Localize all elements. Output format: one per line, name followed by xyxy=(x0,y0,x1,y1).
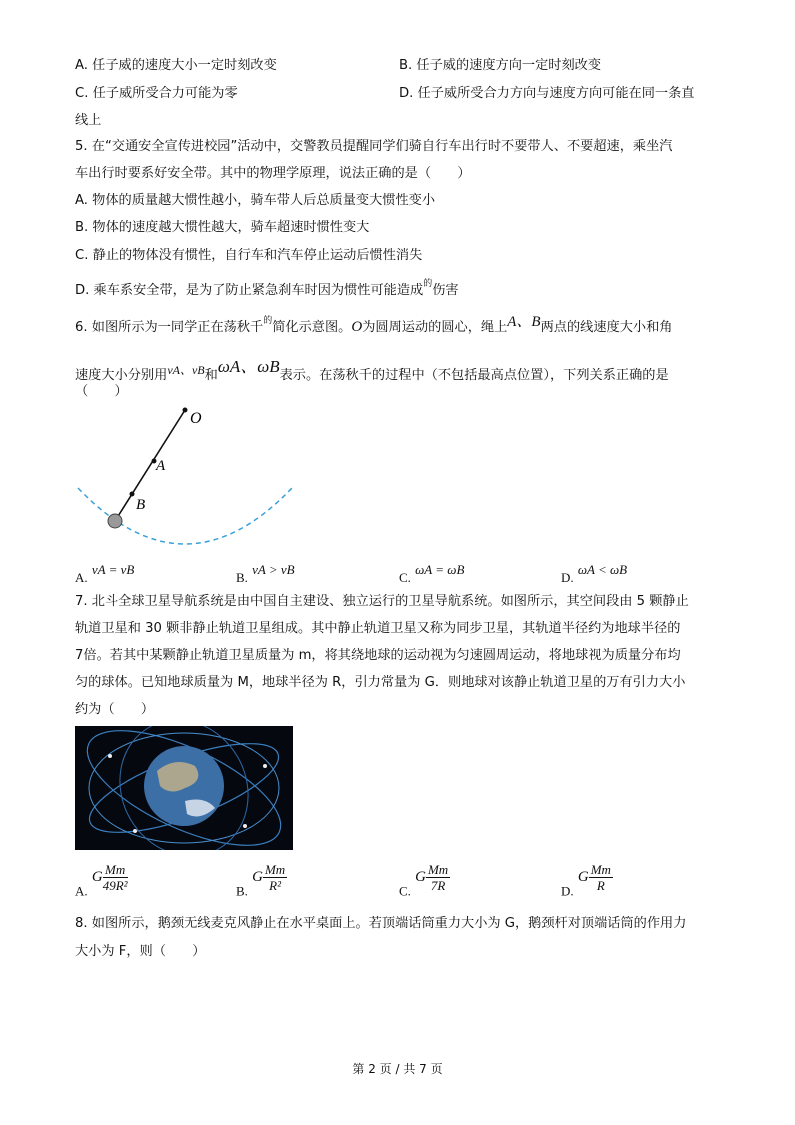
q7-option-b xyxy=(236,862,287,900)
math: vA > vB xyxy=(252,562,295,577)
q4-option-a: A. 任子威的速度大小一定时刻改变 xyxy=(75,58,277,73)
q6-option-c xyxy=(399,562,464,586)
q7-stem-2: 轨道卫星和 30 颗非静止轨道卫星组成。其中静止轨道卫星又称为同步卫星，其轨道半径约为地球半径的 xyxy=(75,621,681,636)
q5-option-c: C. 静止的物体没有惯性，自行车和汽车停止运动后惯性消失 xyxy=(75,248,423,263)
q7-option-d xyxy=(561,862,613,900)
q5-option-d xyxy=(75,276,459,298)
math: A、B xyxy=(507,314,541,330)
q5-stem-2: 车出行时要系好安全带。其中的物理学原理，说法正确的是（ ） xyxy=(75,166,471,181)
label-a: A xyxy=(156,458,166,474)
label: A. xyxy=(75,883,88,899)
q6-stem-3: （ ） xyxy=(75,384,128,399)
fraction xyxy=(589,862,613,893)
swing-seat xyxy=(108,514,122,528)
label: D. xyxy=(561,570,574,585)
text: 的 xyxy=(263,316,273,326)
q7-stem-4: 匀的球体。已知地球质量为 M，地球半径为 R，引力常量为 G．则地球对该静止轨道卫星的万有引力大小 xyxy=(75,675,686,690)
text: D. 乘车系安全带，是为了防止紧急刹车时因为惯性可能造成 xyxy=(75,283,424,298)
q6-option-a xyxy=(75,562,134,586)
label-b: B xyxy=(136,497,146,513)
q4-option-c: C. 任子威所受合力可能为零 xyxy=(75,86,238,101)
text: 和 xyxy=(204,368,218,383)
q7-stem-3: 7倍。若其中某颗静止轨道卫星质量为 m，将其绕地球的运动视为匀速圆周运动，将地球视为质量分布均 xyxy=(75,648,681,663)
numerator: Mm xyxy=(264,862,286,877)
text: 速度大小分别用 xyxy=(75,368,168,383)
point-b xyxy=(130,492,135,497)
numerator: Mm xyxy=(427,862,449,877)
orbits-graphic xyxy=(75,726,293,850)
label: A. xyxy=(75,570,88,585)
label: D. xyxy=(561,883,574,899)
q7-option-c xyxy=(399,862,450,900)
fraction xyxy=(103,862,128,893)
text: 的 xyxy=(423,279,433,289)
denominator: 7R xyxy=(430,878,446,893)
q8-stem-1: 8. 如图所示，鹅颈无线麦克风静止在水平桌面上。若顶端话筒重力大小为 G，鹅颈杆对顶端话筒的作用力 xyxy=(75,916,687,931)
math: G xyxy=(415,869,426,885)
denominator: R² xyxy=(269,878,281,893)
q7-stem-1: 7. 北斗全球卫星导航系统是由中国自主建设、独立运行的卫星导航系统。如图所示，其空间段由 5 颗静止 xyxy=(75,594,689,609)
q7-option-a xyxy=(75,862,128,900)
q5-stem-1: 5. 在“交通安全宣传进校园”活动中，交警教员提醒同学们骑自行车出行时不要带人、不要超速，乘坐汽 xyxy=(75,139,673,154)
text: 简化示意图。 xyxy=(272,320,352,335)
text: 为圆周运动的圆心，绳上 xyxy=(362,320,508,335)
label: C. xyxy=(399,883,411,899)
satellite-earth-image xyxy=(75,726,293,850)
q6-stem-1 xyxy=(75,310,672,336)
fraction xyxy=(426,862,450,893)
q5-option-b: B. 物体的速度越大惯性越大，骑车超速时惯性变大 xyxy=(75,220,370,235)
text: 表示。在荡秋千的过程中（不包括最高点位置），下列关系正确的是 xyxy=(279,368,669,383)
numerator: Mm xyxy=(590,862,611,877)
page-footer: 第 2 页 / 共 7 页 xyxy=(352,1062,443,1076)
math: O xyxy=(351,319,363,335)
q6-option-d xyxy=(561,562,627,586)
denominator: 49R² xyxy=(102,878,128,893)
math: G xyxy=(252,869,263,885)
q7-stem-5: 约为（ ） xyxy=(75,702,155,717)
math: vA、vB xyxy=(167,363,205,377)
q4-option-d: D. 任子威所受合力方向与速度方向可能在同一条直 xyxy=(399,86,695,101)
text: 伤害 xyxy=(432,283,459,298)
q6-option-b xyxy=(236,562,295,586)
q4-option-b: B. 任子威的速度方向一定时刻改变 xyxy=(399,58,602,73)
q5-option-a: A. 物体的质量越大惯性越小，骑车带人后总质量变大惯性变小 xyxy=(75,193,436,208)
math: vA = vB xyxy=(91,562,135,577)
math: G xyxy=(91,869,103,885)
q8-stem-2: 大小为 F，则（ ） xyxy=(75,944,206,959)
denominator: R xyxy=(596,878,605,893)
q6-stem-2 xyxy=(75,352,669,383)
numerator: Mm xyxy=(103,862,128,878)
swing-diagram xyxy=(70,400,300,550)
math: ωA = ωB xyxy=(415,562,465,577)
label: C. xyxy=(399,570,411,585)
label: B. xyxy=(236,883,248,899)
text: 两点的线速度大小和角 xyxy=(540,320,673,335)
math: G xyxy=(577,869,589,885)
text: 6. 如图所示为一同学正在荡秋千 xyxy=(75,320,264,335)
rope xyxy=(115,410,185,521)
label: B. xyxy=(236,570,248,585)
fraction xyxy=(263,862,287,893)
math: ωA、ωB xyxy=(217,357,280,376)
label-o: O xyxy=(190,410,202,427)
math: ωA < ωB xyxy=(577,562,628,577)
point-o xyxy=(183,408,188,413)
q4-option-d-cont: 线上 xyxy=(75,113,102,128)
